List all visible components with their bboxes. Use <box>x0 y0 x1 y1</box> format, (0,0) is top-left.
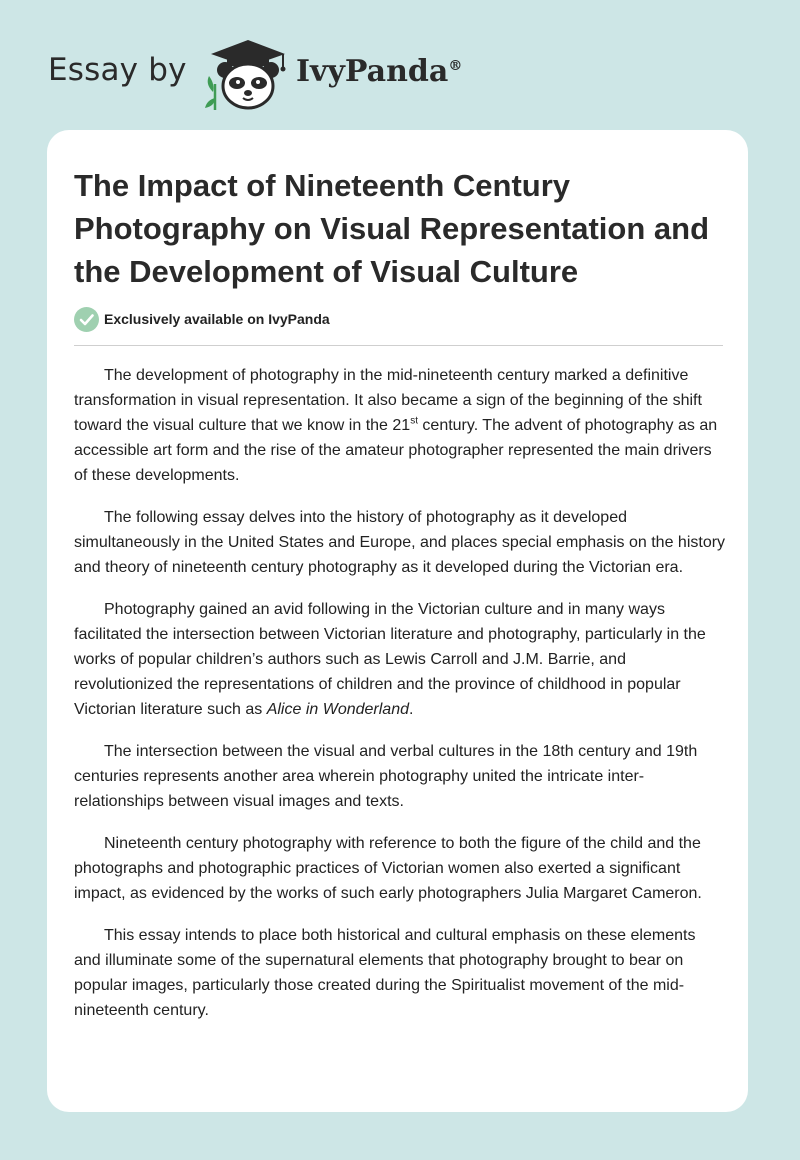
brand-name[interactable]: IvyPanda® <box>296 54 463 89</box>
panda-graduate-logo[interactable] <box>203 34 293 110</box>
paragraph: Nineteenth century photography with reference to both the figure of the child and the photographs and photographic practices of Victorian women also exerted a significant impact, as evidenced by the works of such early photographers Julia Margaret Cameron. <box>74 835 702 902</box>
availability-badge <box>74 306 330 332</box>
paragraph: The following essay delves into the history of photography as it developed simultaneously in the United States and Europe, and places special emphasis on the history and theory of nineteenth century photography as it developed during the Victorian era. <box>74 509 726 576</box>
book-title: Alice in Wonderland <box>266 701 409 718</box>
brand-prefix: Essay by <box>48 52 187 88</box>
paragraph: The intersection between the visual and verbal cultures in the 18th century and 19th centuries represents another area wherein photography united the intricate inter-relationships between visual images and texts. <box>74 743 698 810</box>
paragraph: The development of photography in the mid-nineteenth century marked a definitive transformation in visual representation. It also became a sign of the beginning of the shift toward the visual culture that we know in the 21st century. The advent of photography as an accessible art form and the rise of the amateur photographer represented the main drivers of these developments. <box>74 367 718 484</box>
paragraph: This essay intends to place both historical and cultural emphasis on these elements and illuminate some of the supernatural elements that photography brought to bear on popular images, particularly those created during the Spiritualist movement of the mid-nineteenth century. <box>74 927 696 1019</box>
divider <box>74 345 723 346</box>
check-circle-icon <box>74 307 99 332</box>
essay-body <box>74 363 726 1040</box>
availability-text: Exclusively available on IvyPanda <box>104 311 330 327</box>
paragraph: Photography gained an avid following in the Victorian culture and in many ways facilitated the intersection between Victorian literature and photography, particularly in the works of popular children’s authors such as Lewis Carroll and J.M. Barrie, and revolutionized the representations of children and the province of childhood in popular Victorian literature such as Alice in Wonderland. <box>74 601 706 718</box>
site-header <box>48 30 748 110</box>
essay-card <box>47 130 748 1112</box>
essay-title: The Impact of Nineteenth Century Photography on Visual Representation and the Development of Visual Culture <box>74 168 710 289</box>
